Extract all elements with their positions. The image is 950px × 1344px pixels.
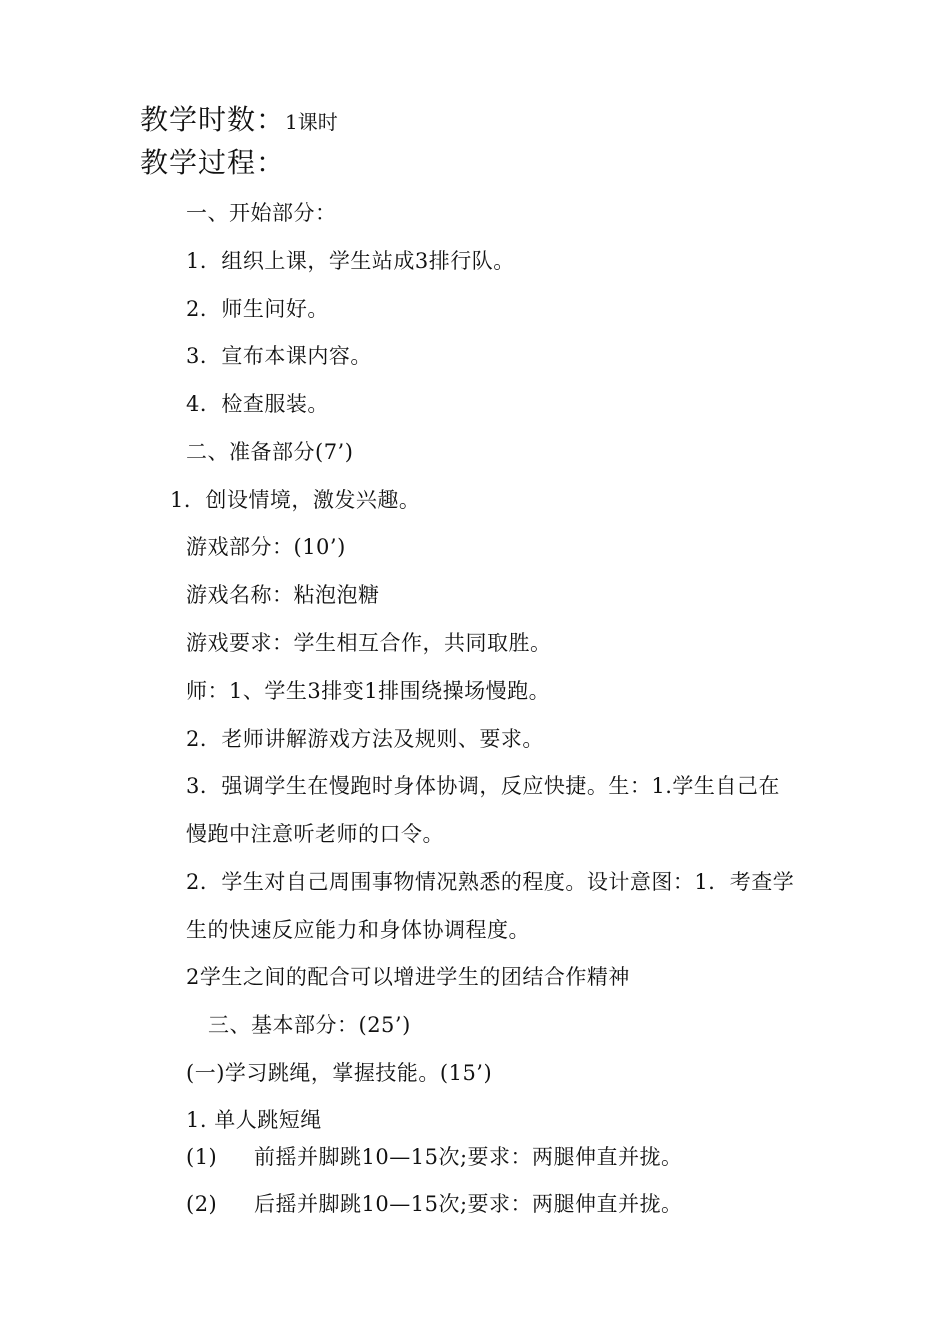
- text-line: 2．学生对自己周围事物情况熟悉的程度。设计意图：1．考查学: [186, 870, 795, 894]
- text-line: 1. 单人跳短绳: [186, 1108, 322, 1132]
- text-line: (一)学习跳绳，掌握技能。(15’): [186, 1061, 493, 1085]
- text-line: 游戏名称：粘泡泡糖: [186, 583, 380, 607]
- text-line: 生的快速反应能力和身体协调程度。: [186, 918, 530, 942]
- text-line: 游戏部分：(10’): [186, 535, 346, 559]
- text-line: 慢跑中注意听老师的口令。: [186, 822, 444, 846]
- text-line: 1．创设情境，激发兴趣。: [170, 488, 421, 512]
- section-prep-heading: 二、准备部分(7’): [186, 440, 354, 464]
- text-line: 3．宣布本课内容。: [186, 344, 372, 368]
- text-line: 4．检查服装。: [186, 392, 329, 416]
- text-line: 2学生之间的配合可以增进学生的团结合作精神: [186, 965, 630, 989]
- teaching-hours-label: 教学时数：: [140, 103, 286, 136]
- list-item-text: 后摇并脚跳10—15次;要求：两腿伸直并拢。: [254, 1192, 683, 1216]
- text-line: 师：1、学生3排变1排围绕操场慢跑。: [186, 679, 551, 703]
- text-line: 1．组织上课，学生站成3排行队。: [186, 249, 515, 273]
- section-start-heading: 一、开始部分：: [186, 201, 337, 225]
- text-line: 3．强调学生在慢跑时身体协调，反应快捷。生：1.学生自己在: [186, 774, 780, 798]
- list-item: [186, 1144, 683, 1170]
- list-item-number: (2): [186, 1192, 218, 1216]
- teaching-hours: [140, 103, 338, 139]
- list-item-text: 前摇并脚跳10—15次;要求：两腿伸直并拢。: [254, 1145, 683, 1169]
- text-line: 游戏要求：学生相互合作，共同取胜。: [186, 631, 552, 655]
- list-item: [186, 1191, 683, 1217]
- teaching-process-heading: 教学过程：: [140, 146, 286, 179]
- section-basic-heading: 三、基本部分：(25’): [208, 1013, 411, 1037]
- text-line: 2．老师讲解游戏方法及规则、要求。: [186, 727, 544, 751]
- text-line: 2．师生问好。: [186, 297, 329, 321]
- list-item-number: (1): [186, 1145, 218, 1169]
- teaching-hours-value: 1课时: [285, 110, 338, 134]
